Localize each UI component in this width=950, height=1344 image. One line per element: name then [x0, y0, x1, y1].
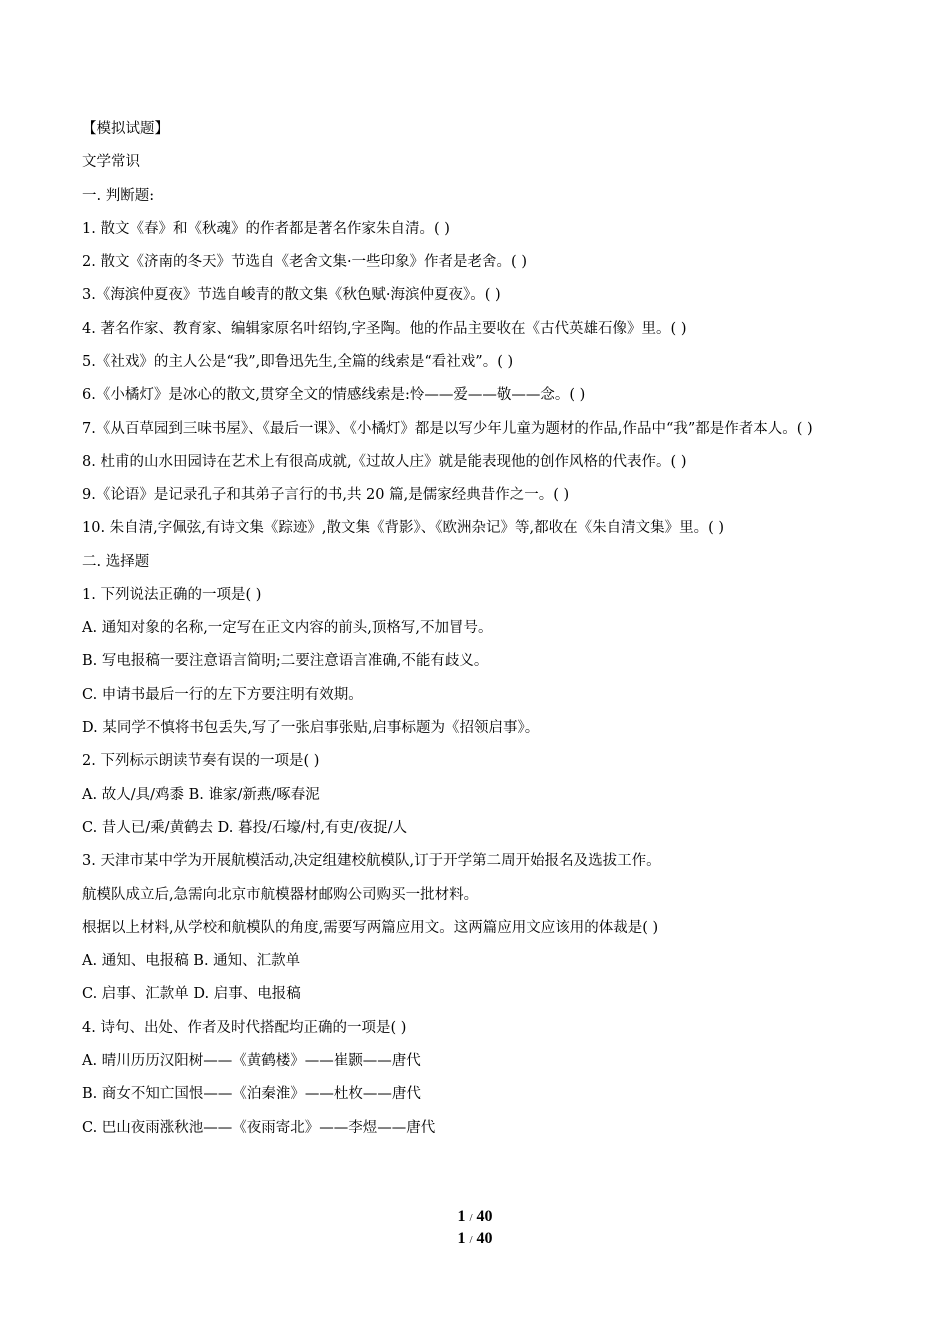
option-line: C. 启事、汇款单 D. 启事、电报稿 [82, 986, 301, 1003]
page-current: 1 [457, 1208, 466, 1225]
question-line: 2. 下列标示朗读节奏有误的一项是( ) [82, 753, 320, 770]
option-line: A. 通知对象的名称,一定写在正文内容的前头,顶格写,不加冒号。 [82, 620, 493, 637]
question-line: 航模队成立后,急需向北京市航模器材邮购公司购买一批材料。 [82, 886, 479, 903]
question-line: 5.《社戏》的主人公是“我”,即鲁迅先生,全篇的线索是“看社戏”。( ) [82, 354, 514, 371]
page-number [0, 1229, 950, 1250]
section-heading: 【模拟试题】 [82, 121, 169, 137]
option-line: A. 通知、电报稿 B. 通知、汇款单 [82, 953, 301, 970]
question-line: 10. 朱自清,字佩弦,有诗文集《踪迹》,散文集《背影》、《欧洲杂记》等,都收在《朱自清文集》里。( ) [82, 520, 725, 537]
question-line: 3.《海滨仲夏夜》节选自峻青的散文集《秋色赋·海滨仲夏夜》。( ) [82, 287, 501, 304]
question-line: 6.《小橘灯》是冰心的散文,贯穿全文的情感线索是:怜——爱——敬——念。( ) [82, 387, 586, 404]
question-line: 3. 天津市某中学为开展航模活动,决定组建校航模队,订于开学第二周开始报名及选拔工作。 [82, 853, 661, 870]
page-separator: / [469, 1212, 473, 1224]
option-line: B. 写电报稿一要注意语言简明;二要注意语言准确,不能有歧义。 [82, 653, 489, 670]
option-line: C. 申请书最后一行的左下方要注明有效期。 [82, 686, 363, 703]
document-body [82, 118, 872, 1150]
option-line: B. 商女不知亡国恨——《泊秦淮》——杜枚——唐代 [82, 1086, 421, 1103]
page-number [0, 1207, 950, 1228]
question-line: 7.《从百草园到三味书屋》、《最后一课》、《小橘灯》都是以写少年儿童为题材的作品,作品中“我”都是作者本人。( ) [82, 420, 813, 437]
question-line: 1. 散文《春》和《秋魂》的作者都是著名作家朱自清。( ) [82, 220, 450, 237]
part-heading-multiple-choice: 二. 选择题 [82, 553, 150, 570]
option-line: A. 故人/具/鸡黍 B. 谁家/新燕/啄春泥 [82, 786, 320, 803]
question-line: 4. 著名作家、教育家、编辑家原名叶绍钧,字圣陶。他的作品主要收在《古代英雄石像》里。( ) [82, 320, 687, 337]
page-current: 1 [457, 1230, 466, 1247]
option-line: C. 昔人已/乘/黄鹤去 D. 暮投/石壕/村,有吏/夜捉/人 [82, 819, 408, 836]
question-line: 1. 下列说法正确的一项是( ) [82, 586, 262, 603]
question-line: 根据以上材料,从学校和航模队的角度,需要写两篇应用文。这两篇应用文应该用的体裁是( ) [82, 919, 659, 936]
page-separator: / [469, 1234, 473, 1246]
part-heading-true-false: 一. 判断题: [82, 187, 155, 204]
question-line: 4. 诗句、出处、作者及时代搭配均正确的一项是( ) [82, 1019, 407, 1036]
question-line: 9.《论语》是记录孔子和其弟子言行的书,共 20 篇,是儒家经典昔作之一。( ) [82, 486, 570, 503]
option-line: C. 巴山夜雨涨秋池——《夜雨寄北》——李煜——唐代 [82, 1119, 436, 1136]
question-line: 8. 杜甫的山水田园诗在艺术上有很高成就,《过故人庄》就是能表现他的创作风格的代表作。( ) [82, 453, 687, 470]
option-line: A. 晴川历历汉阳树——《黄鹤楼》——崔颢——唐代 [82, 1053, 421, 1070]
question-line: 2. 散文《济南的冬天》节选自《老舍文集·一些印象》作者是老舍。( ) [82, 254, 527, 271]
subsection-heading: 文学常识 [82, 154, 140, 171]
page-total: 40 [476, 1230, 493, 1247]
page-total: 40 [476, 1208, 493, 1225]
option-line: D. 某同学不慎将书包丢失,写了一张启事张贴,启事标题为《招领启事》。 [82, 720, 540, 737]
